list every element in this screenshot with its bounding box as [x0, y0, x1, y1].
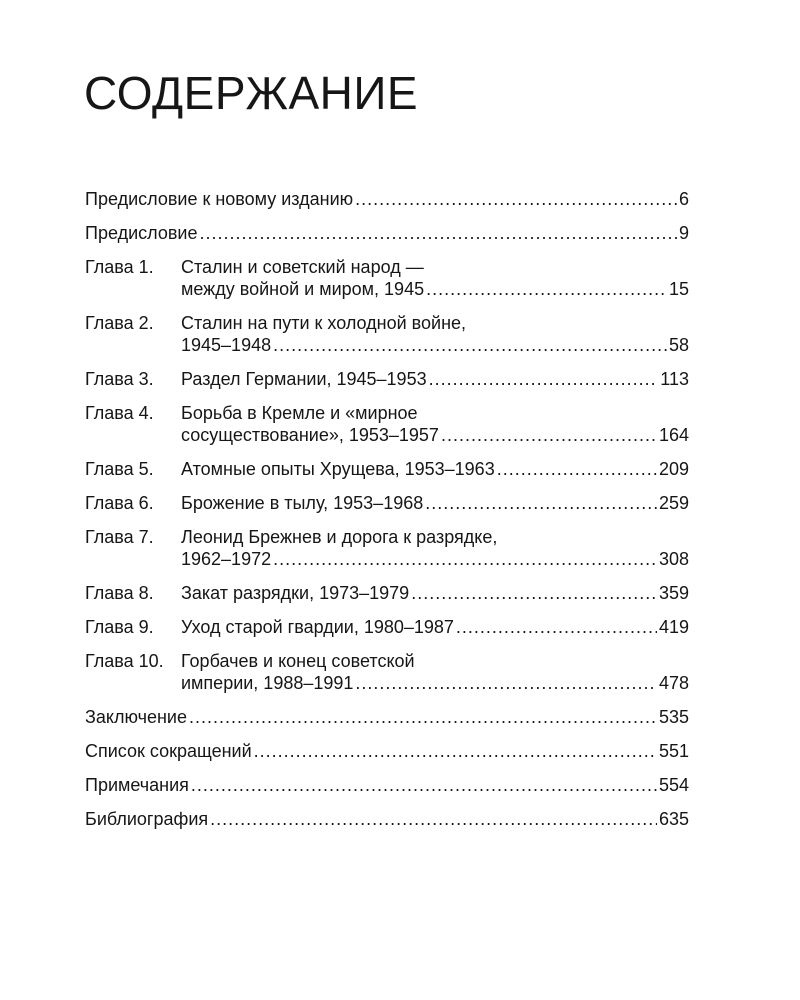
dot-leader: [411, 582, 657, 604]
page-title: СОДЕРЖАНИЕ: [84, 67, 419, 119]
toc-chapter-1[interactable]: [85, 256, 689, 300]
chapter-title-line: Борьба в Кремле и «мирное: [181, 403, 418, 423]
page-number: 478: [658, 673, 689, 693]
dot-leader: [273, 334, 667, 356]
chapter-title-line: Леонид Брежнев и дорога к разрядке,: [181, 527, 498, 547]
page-number: 58: [668, 335, 689, 355]
entry-title: Предисловие к новому изданию: [85, 189, 354, 209]
dot-leader: [426, 278, 667, 300]
toc-chapter-8[interactable]: [85, 582, 689, 604]
page-number: 164: [658, 425, 689, 445]
entry-title: Примечания: [85, 775, 189, 795]
toc-chapter-6[interactable]: [85, 492, 689, 514]
chapter-label: Глава 6.: [85, 493, 154, 513]
page-number: 635: [658, 809, 689, 829]
entry-title: Заключение: [85, 707, 187, 727]
page-number: 551: [658, 741, 689, 761]
dot-leader: [355, 188, 677, 210]
dot-leader: [425, 492, 657, 514]
chapter-label: Глава 9.: [85, 617, 154, 637]
chapter-label: Глава 2.: [85, 313, 154, 333]
chapter-title-line: Сталин на пути к холодной войне,: [181, 313, 467, 333]
page-number: 554: [658, 775, 689, 795]
page-number: 419: [658, 617, 689, 637]
dot-leader: [254, 740, 657, 762]
chapter-label: Глава 7.: [85, 527, 154, 547]
chapter-title-line: Раздел Германии, 1945–1953: [181, 369, 427, 389]
toc-entry[interactable]: [85, 222, 689, 244]
toc-chapter-4[interactable]: [85, 402, 689, 446]
page-number: 9: [678, 223, 689, 243]
entry-title: Список сокращений: [85, 741, 252, 761]
entry-title: Библиография: [85, 809, 209, 829]
page-number: 259: [658, 493, 689, 513]
chapter-title-line: сосуществование», 1953–1957: [181, 425, 439, 445]
toc-chapter-9[interactable]: [85, 616, 689, 638]
chapter-title-line: Уход старой гвардии, 1980–1987: [181, 617, 454, 637]
chapter-title-line: между войной и миром, 1945: [181, 279, 425, 299]
dot-leader: [456, 616, 657, 638]
page-number: 15: [668, 279, 689, 299]
chapter-title-line: Атомные опыты Хрущева, 1953–1963: [181, 459, 495, 479]
page-number: 209: [658, 459, 689, 479]
chapter-title-line: империи, 1988–1991: [181, 673, 354, 693]
toc-chapter-10[interactable]: [85, 650, 689, 694]
toc-chapter-7[interactable]: [85, 526, 689, 570]
entry-title: Предисловие: [85, 223, 198, 243]
chapter-label: Глава 3.: [85, 369, 154, 389]
chapter-label: Глава 10.: [85, 651, 164, 671]
page-number: 308: [658, 549, 689, 569]
dot-leader: [191, 774, 657, 796]
table-of-contents: [85, 188, 689, 842]
chapter-label: Глава 8.: [85, 583, 154, 603]
toc-entry[interactable]: [85, 706, 689, 728]
page-number: 359: [658, 583, 689, 603]
dot-leader: [355, 672, 657, 694]
chapter-title-line: Закат разрядки, 1973–1979: [181, 583, 410, 603]
toc-chapter-3[interactable]: [85, 368, 689, 390]
chapter-title-line: Брожение в тылу, 1953–1968: [181, 493, 424, 513]
dot-leader: [441, 424, 657, 446]
page-number: 113: [660, 369, 689, 389]
chapter-label: Глава 5.: [85, 459, 154, 479]
chapter-title-line: Горбачев и конец советской: [181, 651, 415, 671]
toc-entry[interactable]: [85, 774, 689, 796]
toc-chapter-5[interactable]: [85, 458, 689, 480]
dot-leader: [189, 706, 657, 728]
page-number: 6: [678, 189, 689, 209]
chapter-title-line: 1945–1948: [181, 335, 272, 355]
page-number: 535: [658, 707, 689, 727]
dot-leader: [273, 548, 657, 570]
chapter-label: Глава 1.: [85, 257, 154, 277]
toc-chapter-2[interactable]: [85, 312, 689, 356]
dot-leader: [199, 222, 677, 244]
toc-entry[interactable]: [85, 808, 689, 830]
dot-leader: [429, 368, 659, 390]
dot-leader: [210, 808, 657, 830]
chapter-title-line: Сталин и советский народ —: [181, 257, 424, 277]
toc-entry[interactable]: [85, 188, 689, 210]
toc-entry[interactable]: [85, 740, 689, 762]
dot-leader: [497, 458, 657, 480]
chapter-label: Глава 4.: [85, 403, 154, 423]
chapter-title-line: 1962–1972: [181, 549, 272, 569]
